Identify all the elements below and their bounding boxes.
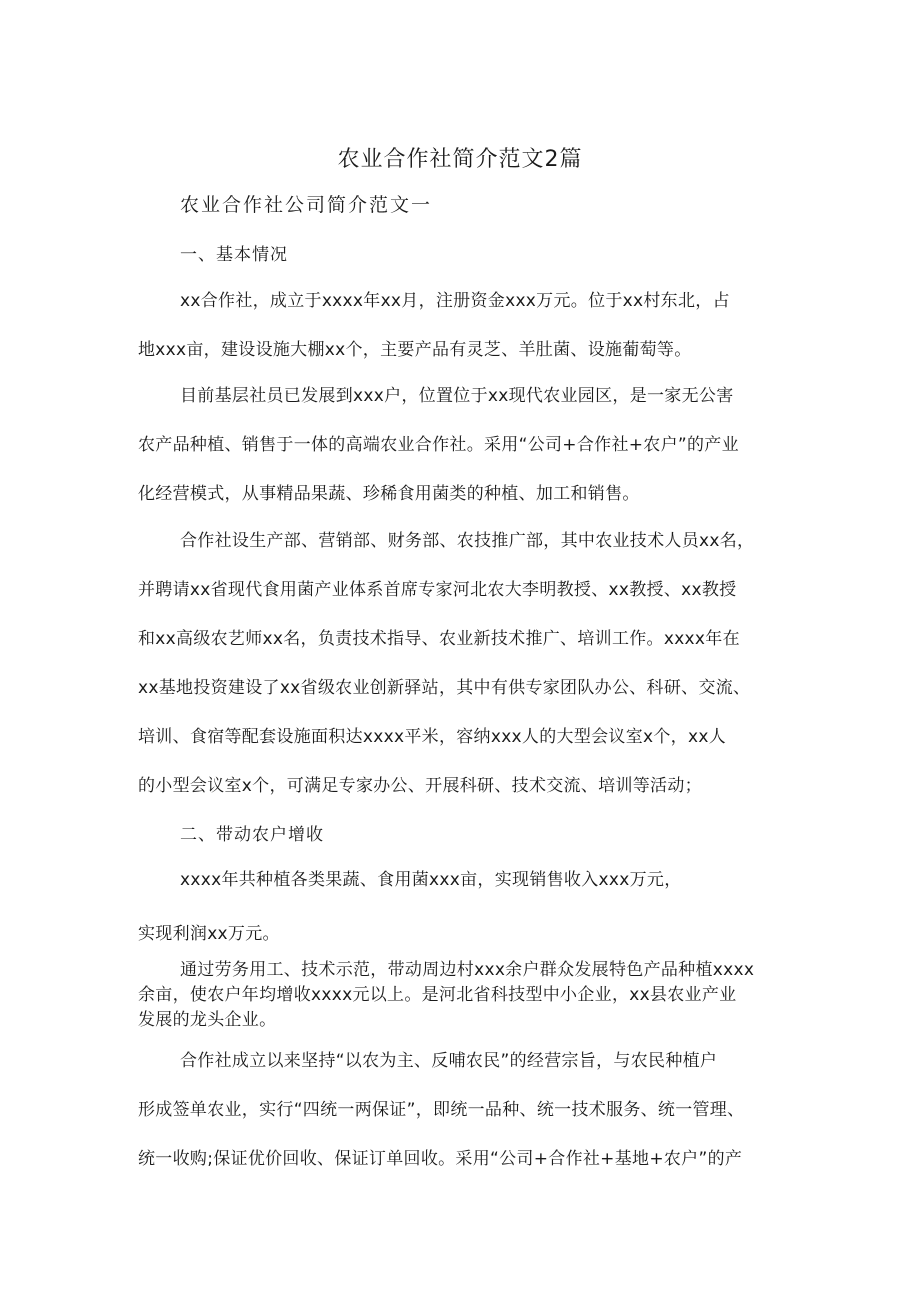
paragraph <box>138 958 788 1033</box>
document-title: 农业合作社简介范文2篇 <box>337 147 583 172</box>
text-line: xx合作社，成立于xxxx年xx月，注册资金xxx万元。位于xx村东北，占 <box>180 291 730 311</box>
text-line: 地xxx亩，建设设施大棚xx个，主要产品有灵芝、羊肚菌、设施葡萄等。 <box>138 340 692 360</box>
text-line: 形成签单农业，实行“四统一两保证”，即统一品种、统一技术服务、统一管理、 <box>138 1100 745 1120</box>
text-line: 余亩，使农户年均增收xxxx元以上。是河北省科技型中小企业，xx县农业产业 <box>138 985 737 1005</box>
paragraph <box>138 277 788 375</box>
text-line: 农产品种植、销售于一体的高端农业合作社。采用“公司+合作社+农户”的产业 <box>138 435 739 455</box>
text-line: 实现利润xx万元。 <box>138 924 280 944</box>
text-line: 合作社成立以来坚持“以农为主、反哺农民”的经营宗旨，与农民种植户 <box>180 1051 718 1071</box>
text-line: xxxx年共种植各类果蔬、食用菌xxx亩，实现销售收入xxx万元， <box>180 870 682 890</box>
paragraph <box>138 856 788 905</box>
text-line: xx基地投资建设了xx省级农业创新驿站，其中有供专家团队办公、科研、交流、 <box>138 678 751 698</box>
section-heading-basic-info: 一、基本情况 <box>180 245 288 265</box>
text-line: 和xx高级农艺师xx名，负责技术指导、农业新技术推广、培训工作。xxxx年在 <box>138 629 740 649</box>
text-line: 通过劳务用工、技术示范，带动周边村xxx余户群众发展特色产品种植xxxx <box>180 960 755 980</box>
paragraph <box>138 372 788 519</box>
text-line: 化经营模式，从事精品果蔬、珍稀食用菌类的种植、加工和销售。 <box>138 484 640 504</box>
text-line: 目前基层社员已发展到xxx户，位置位于xx现代农业园区，是一家无公害 <box>180 386 734 406</box>
text-line: 并聘请xx省现代食用菌产业体系首席专家河北农大李明教授、xx教授、xx教授 <box>138 580 737 600</box>
text-line: 发展的龙头企业。 <box>138 1010 277 1030</box>
section-heading-income: 二、带动农户增收 <box>180 825 324 845</box>
document-subtitle: 农业合作社公司简介范文一 <box>180 194 433 216</box>
text-line: 的小型会议室x个，可满足专家办公、开展科研、技术交流、培训等活动； <box>138 776 702 796</box>
text-line: 合作社设生产部、营销部、财务部、农技推广部，其中农业技术人员xx名， <box>180 531 755 551</box>
paragraph <box>138 910 788 959</box>
paragraph <box>138 517 788 811</box>
text-line: 统一收购;保证优价回收、保证订单回收。采用“公司+合作社+基地+农户”的产 <box>138 1149 743 1169</box>
paragraph <box>138 1037 788 1184</box>
text-line: 培训、食宿等配套设施面积达xxxx平米，容纳xxx人的大型会议室x个，xx人 <box>138 727 727 747</box>
